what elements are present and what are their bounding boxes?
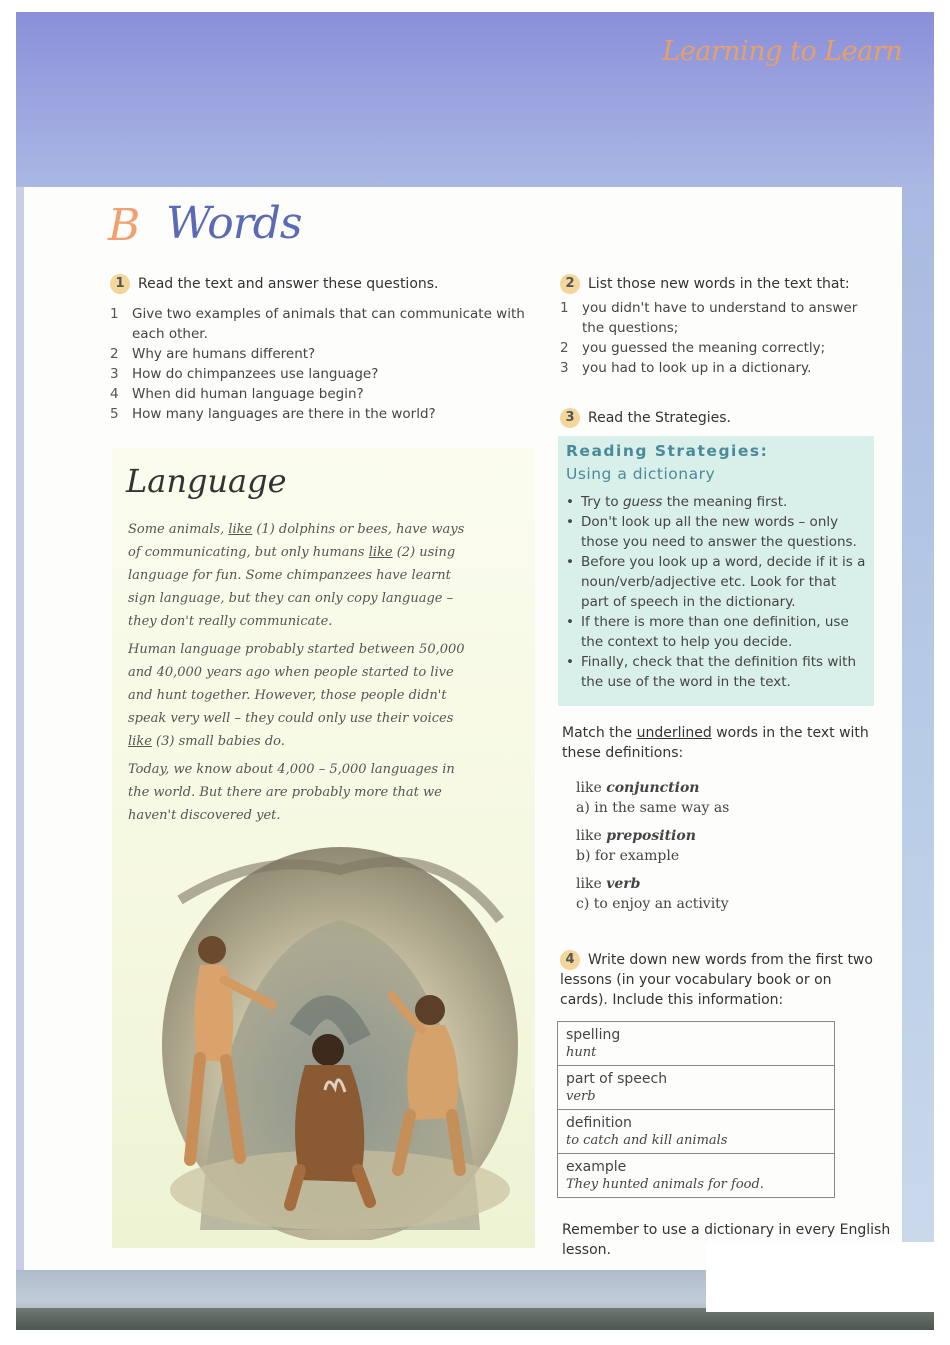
reading-paragraph-1: Some animals, like (1) dolphins or bees, have ways of communicating, but only humans like (2) using language for fun. Some chimpanzees have learnt sign language, but they can only copy language – they don't really communicate.	[128, 522, 465, 629]
cave-illustration	[160, 830, 520, 1240]
task2-items	[560, 298, 870, 378]
reading-paragraph-2: Human language probably started between 50,000 and 40,000 years ago when people started to live and hunt together. However, those people didn't speak very well – they could only use their voices like (3) small babies do.	[128, 642, 465, 749]
task1-questions	[110, 304, 535, 424]
underlined-word: like	[368, 545, 393, 560]
list-item: 1 Give two examples of animals that can communicate with each other.	[110, 306, 525, 342]
task3-number: 3	[560, 408, 580, 428]
task1-number: 1	[110, 274, 130, 294]
table-row: definition to catch and kill animals	[558, 1110, 834, 1154]
table-row: part of speech verb	[558, 1066, 834, 1110]
task2-heading-text: List those new words in the text that:	[588, 276, 850, 292]
reading-title: Language	[126, 462, 287, 500]
list-item: • Don't look up all the new words – only those you need to answer the questions.	[566, 512, 866, 552]
task3-heading-text: Read the Strategies.	[588, 410, 732, 426]
task4-number: 4	[560, 950, 580, 970]
section-title: Words	[166, 198, 302, 249]
list-item: 3 you had to look up in a dictionary.	[560, 360, 812, 376]
task2-number: 2	[560, 274, 580, 294]
underlined-word: like	[228, 522, 253, 537]
strategy-title: Reading Strategies:	[566, 442, 769, 460]
strategy-list	[566, 492, 866, 692]
remember-note: Remember to use a dictionary in every English lesson.	[562, 1222, 891, 1258]
task4-heading-text: Write down new words from the first two lessons (in your vocabulary book or on cards). Include this information:	[560, 952, 873, 1008]
list-item: • Finally, check that the definition fits with the use of the word in the text.	[566, 652, 866, 692]
list-item: • If there is more than one definition, use the context to help you decide.	[566, 612, 866, 652]
definition-item: like preposition b) for example	[576, 828, 696, 864]
task4-heading	[560, 950, 880, 1010]
match-instructions: Match the underlined words in the text with these definitions:	[562, 725, 869, 761]
list-item: 1 you didn't have to understand to answer the questions;	[560, 300, 858, 336]
list-item: • Try to guess the meaning first.	[566, 492, 866, 512]
vocabulary-table	[557, 1021, 835, 1198]
task3-heading	[560, 408, 731, 428]
list-item: 2 Why are humans different?	[110, 346, 316, 362]
strategy-subtitle: Using a dictionary	[566, 465, 716, 483]
list-item: 5 How many languages are there in the world?	[110, 406, 436, 422]
definition-item: like conjunction a) in the same way as	[576, 780, 730, 816]
header-title: Learning to Learn	[662, 36, 902, 67]
sky-background-right	[902, 187, 934, 1242]
list-item: 4 When did human language begin?	[110, 386, 364, 402]
task1-heading	[110, 274, 439, 294]
reading-paragraph-3: Today, we know about 4,000 – 5,000 languages in the world. But there are probably more that we haven't discovered yet.	[128, 762, 455, 823]
table-row: spelling hunt	[558, 1022, 834, 1066]
list-item: • Before you look up a word, decide if it is a noun/verb/adjective etc. Look for that part of speech in the dictionary.	[566, 552, 866, 612]
task1-heading-text: Read the text and answer these questions.	[138, 276, 439, 292]
sky-background-left	[16, 187, 24, 1272]
list-item: 2 you guessed the meaning correctly;	[560, 340, 826, 356]
definition-item: like verb c) to enjoy an activity	[576, 876, 729, 912]
section-letter: B	[108, 200, 141, 251]
table-row: example They hunted animals for food.	[558, 1154, 834, 1198]
task2-heading	[560, 274, 850, 294]
underlined-word: like	[128, 734, 152, 749]
list-item: 3 How do chimpanzees use language?	[110, 366, 379, 382]
